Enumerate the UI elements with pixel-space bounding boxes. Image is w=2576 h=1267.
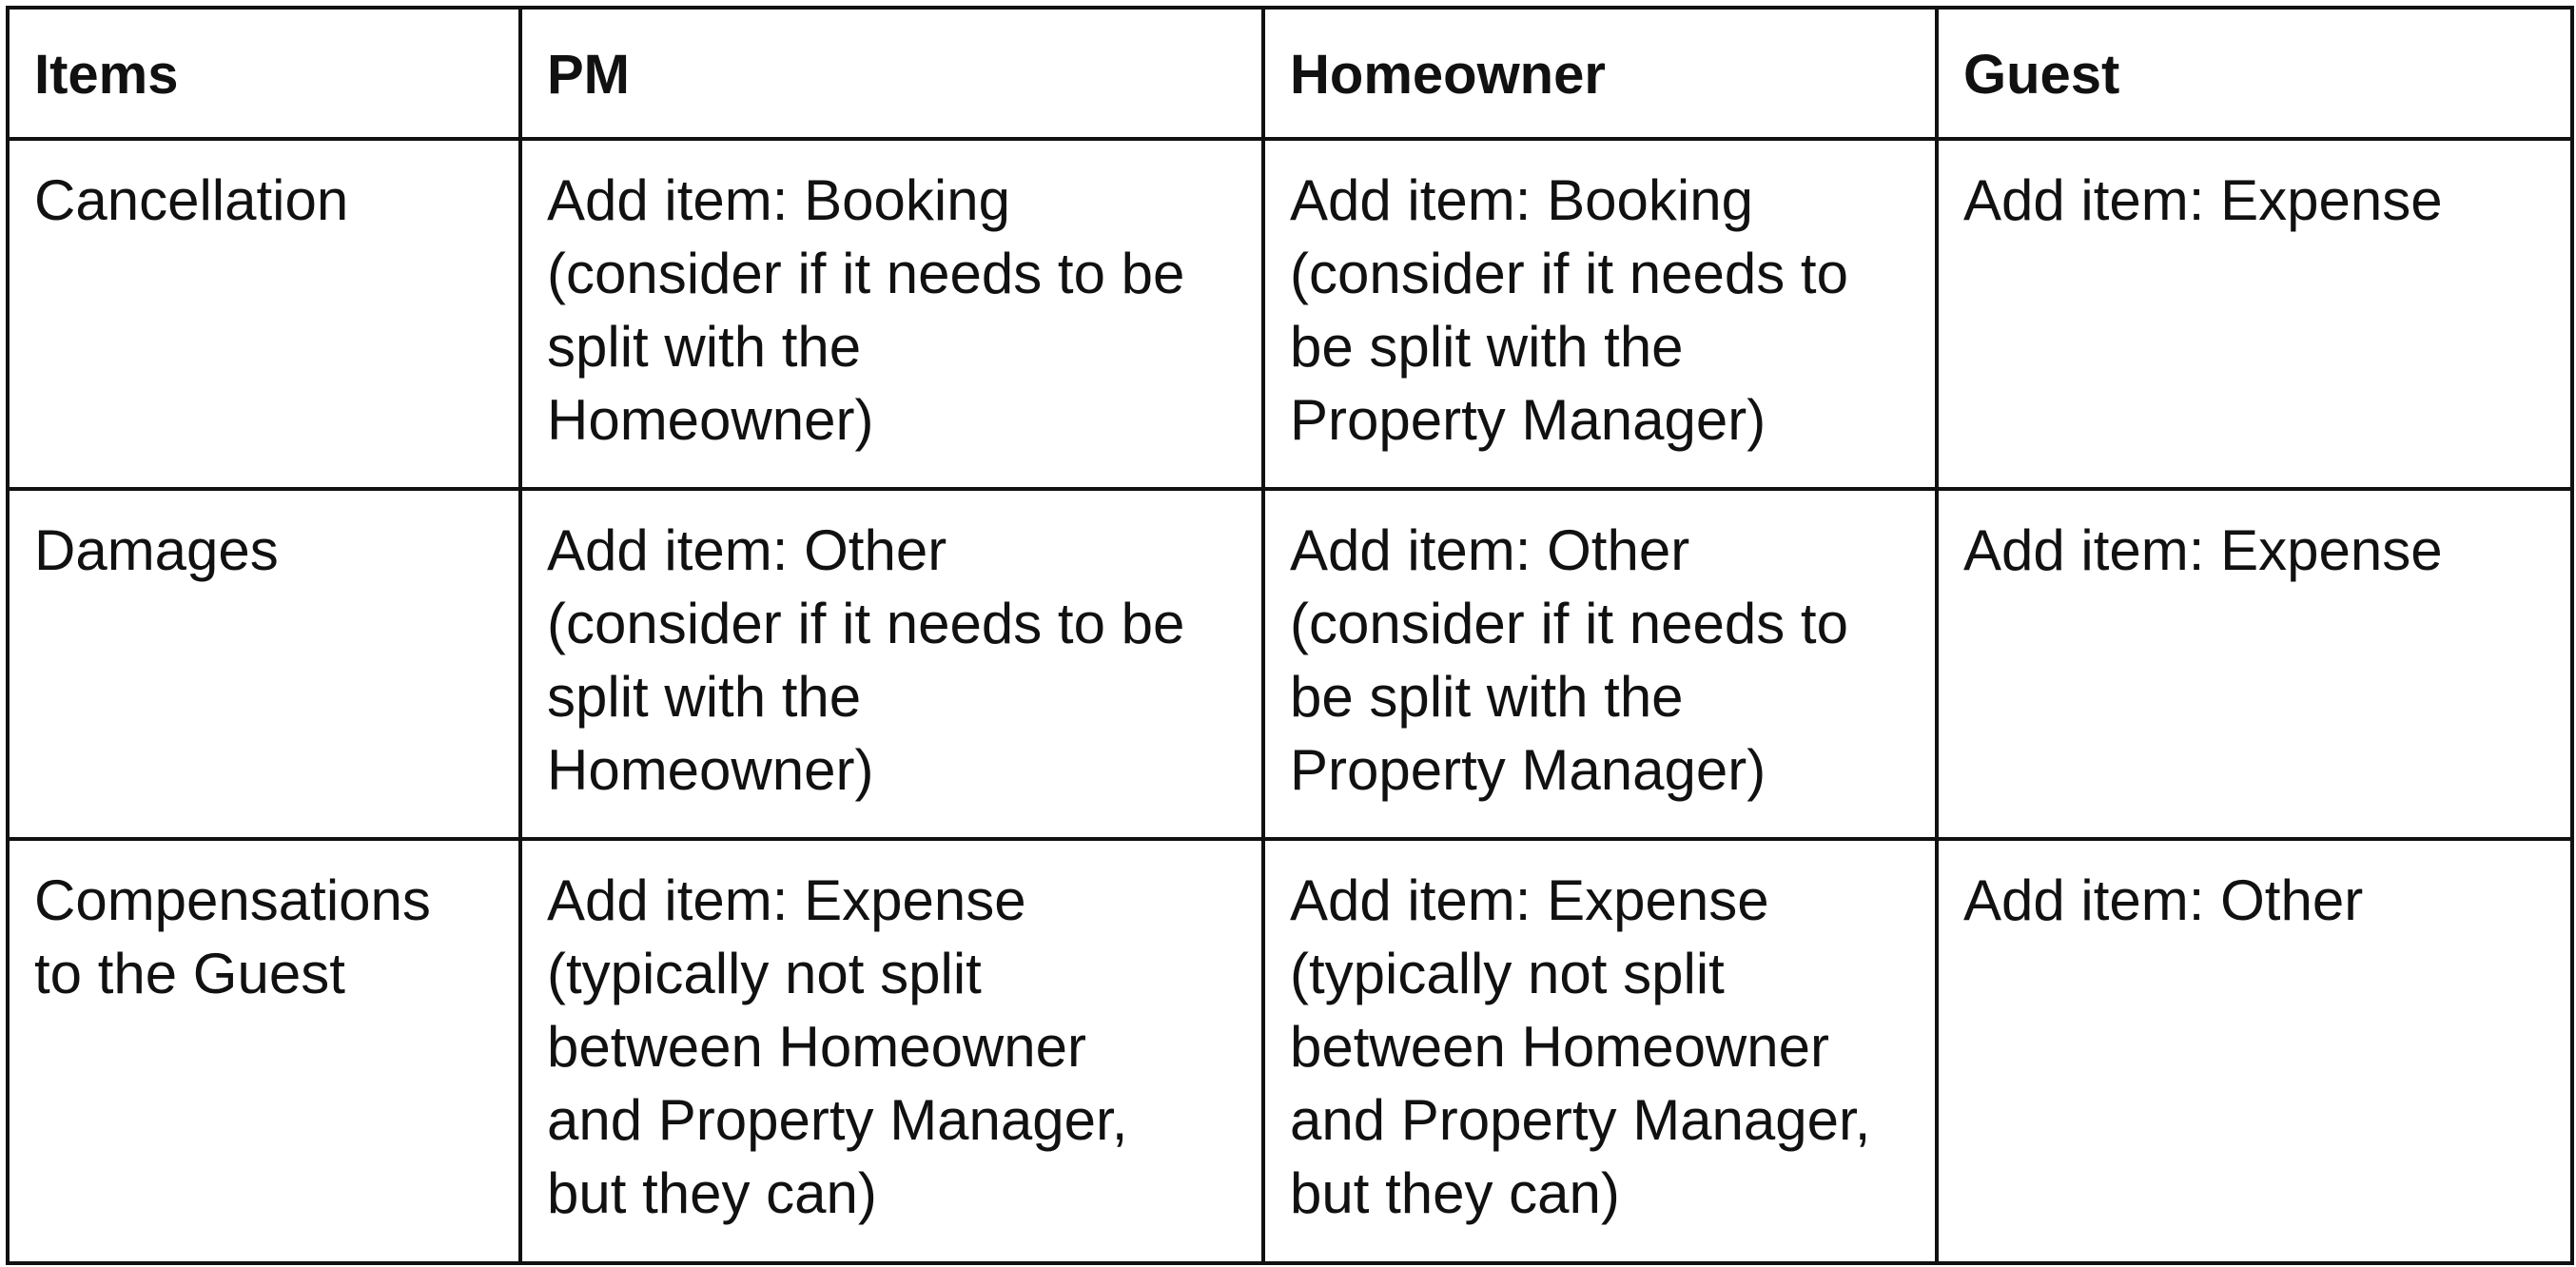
cell-line: (consider if it needs to be (547, 592, 1185, 655)
cell-line: Cancellation (34, 168, 349, 232)
cell-line: Compensations (34, 868, 431, 932)
table-row (8, 139, 2572, 489)
cell-line: be split with the (1290, 315, 1684, 379)
header-row (8, 8, 2572, 139)
cell-line: (consider if it needs to (1290, 242, 1848, 305)
cell-line: Homeowner) (547, 388, 874, 452)
cell-guest (1937, 839, 2572, 1263)
cell-homeowner (1263, 839, 1937, 1263)
header-guest: Guest (1937, 8, 2572, 139)
cell-item (8, 139, 520, 489)
cell-pm (520, 839, 1263, 1263)
cell-line: Homeowner) (547, 738, 874, 802)
table-row (8, 489, 2572, 839)
cell-line: be split with the (1290, 665, 1684, 729)
cell-line: and Property Manager, (547, 1088, 1128, 1152)
cell-line: Damages (34, 518, 279, 582)
cell-line: and Property Manager, (1290, 1088, 1871, 1152)
cell-line: split with the (547, 665, 862, 729)
cell-homeowner (1263, 489, 1937, 839)
cell-line: between Homeowner (547, 1015, 1086, 1079)
cell-item (8, 489, 520, 839)
cell-homeowner (1263, 139, 1937, 489)
cell-line: Add item: Other (547, 518, 947, 582)
cell-item (8, 839, 520, 1263)
items-table (6, 6, 2574, 1265)
cell-line: Add item: Booking (547, 168, 1010, 232)
cell-pm (520, 489, 1263, 839)
cell-line: Add item: Other (1290, 518, 1690, 582)
cell-line: but they can) (1290, 1161, 1620, 1225)
cell-line: Add item: Booking (1290, 168, 1753, 232)
cell-line: but they can) (547, 1161, 877, 1225)
cell-pm (520, 139, 1263, 489)
cell-line: Add item: Other (1963, 868, 2364, 932)
cell-line: to the Guest (34, 942, 345, 1005)
cell-line: Add item: Expense (1963, 168, 2443, 232)
cell-line: Add item: Expense (547, 868, 1026, 932)
cell-line: (consider if it needs to be (547, 242, 1185, 305)
cell-line: Property Manager) (1290, 388, 1766, 452)
cell-line: Add item: Expense (1290, 868, 1769, 932)
cell-line: split with the (547, 315, 862, 379)
cell-line: between Homeowner (1290, 1015, 1829, 1079)
cell-line: Property Manager) (1290, 738, 1766, 802)
cell-line: (typically not split (1290, 942, 1725, 1005)
cell-line: Add item: Expense (1963, 518, 2443, 582)
header-pm: PM (520, 8, 1263, 139)
cell-guest (1937, 489, 2572, 839)
cell-line: (consider if it needs to (1290, 592, 1848, 655)
header-items: Items (8, 8, 520, 139)
cell-guest (1937, 139, 2572, 489)
header-homeowner: Homeowner (1263, 8, 1937, 139)
cell-line: (typically not split (547, 942, 982, 1005)
table-row (8, 839, 2572, 1263)
